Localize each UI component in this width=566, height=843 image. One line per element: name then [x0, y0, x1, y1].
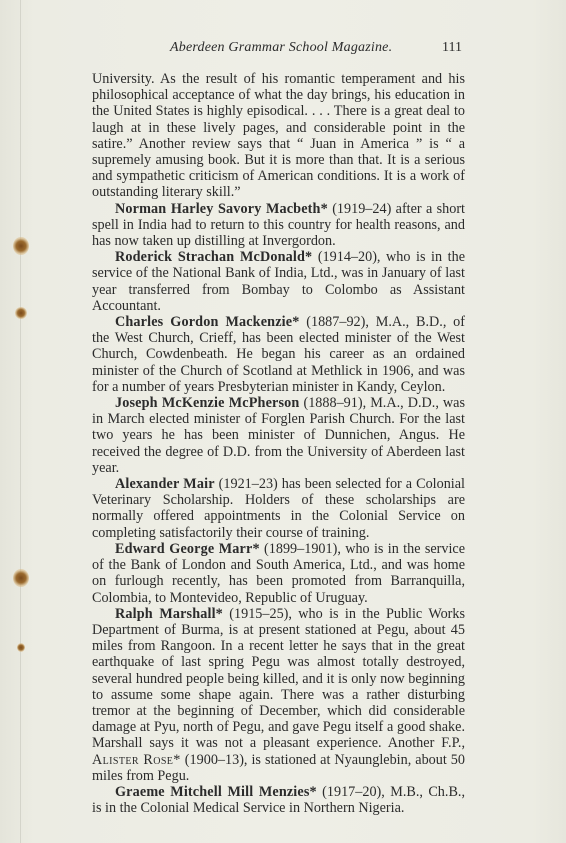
entry-text-continued: (1900–13), is stationed at Nyaunglebin, about 50 miles from Pegu. — [92, 751, 465, 784]
alumnus-name: Edward George Marr* — [115, 540, 260, 557]
binding-hole-4 — [17, 643, 25, 652]
entry-text: (1915–25), who is in the Public Works Department of Burma, is at present stationed at Pegu, about 45 miles from Rangoon. In a recent letter he says that in the great earthquake of last spring Pegu was almost totally destroyed, several hundred people being killed, and it is only now beginning to assume some shape again. There was a rather disturbing tremor at the beginning of December, which did considerable damage at Pyu, north of Pegu, and gave Pegu itself a good shake. Marshall says it was not a pleasant experience. Another F.P., — [92, 605, 466, 752]
alumnus-name: Alexander Mair — [115, 476, 215, 493]
alumni-entry — [92, 476, 465, 541]
alumnus-name: Norman Harley Savory Macbeth* — [115, 200, 328, 217]
alumni-entry — [92, 249, 465, 314]
entry-text: (1919–24) after a short spell in India had to return to this country for health reasons, and has now taken up distilling at Invergordon. — [92, 200, 465, 250]
page-number: 111 — [442, 40, 462, 55]
running-header — [92, 40, 464, 60]
alumnus-name: Joseph McKenzie McPherson — [115, 395, 300, 412]
entry-text: (1921–23) has been selected for a Colonial Veterinary Scholarship. Holders of these scholarships are normally offered appointments in the Colonial Service on completing satisfactorily their course of training. — [92, 476, 465, 541]
mentioned-alumnus-name: Alister Rose* — [92, 751, 181, 768]
entry-text: (1899–1901), who is in the service of the Bank of London and South America, Ltd., and was home on furlough recently, has been promoted from Barranquilla, Colombia, to Montevideo, Republic of Uruguay. — [92, 540, 465, 606]
intro-paragraph: University. As the result of his romantic temperament and his philosophical acceptance of what the day brings, his education in the United States is highly episodical. . . . There is a great deal to laugh at in these lively pages, and considerable point in the satire.” Another review says that “ Juan in America ” is “ a supremely amusing book. But it is more than that. It is a serious and sympathetic criticism of American conditions. It is a work of outstanding literary skill.” — [92, 71, 465, 201]
binding-hole-3 — [13, 569, 29, 587]
alumni-entry — [92, 395, 465, 476]
alumni-entry — [92, 541, 465, 606]
alumnus-name: Ralph Marshall* — [115, 605, 223, 622]
alumni-entry — [92, 201, 465, 250]
alumni-entry — [92, 314, 465, 395]
alumnus-name: Roderick Strachan McDonald* — [115, 249, 313, 266]
alumni-entry — [92, 784, 465, 816]
alumnus-name: Charles Gordon Mackenzie* — [115, 314, 300, 331]
running-title: Aberdeen Grammar School Magazine. — [170, 40, 393, 55]
article-body — [92, 71, 465, 816]
entry-text: (1888–91), M.A., D.D., was in March elected minister of Forglen Parish Church. For the last two years he has been minister of Dunnichen, Angus. He received the degree of D.D. from the University of Aberdeen last year. — [92, 395, 465, 476]
entry-text: (1887–92), M.A., B.D., of the West Church, Crieff, has been elected minister of the West Church, Cowdenbeath. He began his career as an ordained minister of the Church of Scotland at Methlick in 1906, and was for a number of years Presbyterian minister in Kandy, Ceylon. — [92, 314, 466, 395]
alumnus-name: Graeme Mitchell Mill Menzies* — [115, 783, 317, 800]
entry-text: (1917–20), M.B., Ch.B., is in the Colonial Medical Service in Northern Nigeria. — [92, 783, 465, 817]
entry-text: (1914–20), who is in the service of the National Bank of India, Ltd., was in January of last year transferred from Bombay to Colombo as Assistant Accountant. — [92, 249, 465, 314]
alumni-entry — [92, 606, 465, 784]
binding-hole-2 — [15, 307, 27, 319]
binding-hole-1 — [13, 237, 29, 255]
page-fold-shadow — [20, 0, 21, 843]
